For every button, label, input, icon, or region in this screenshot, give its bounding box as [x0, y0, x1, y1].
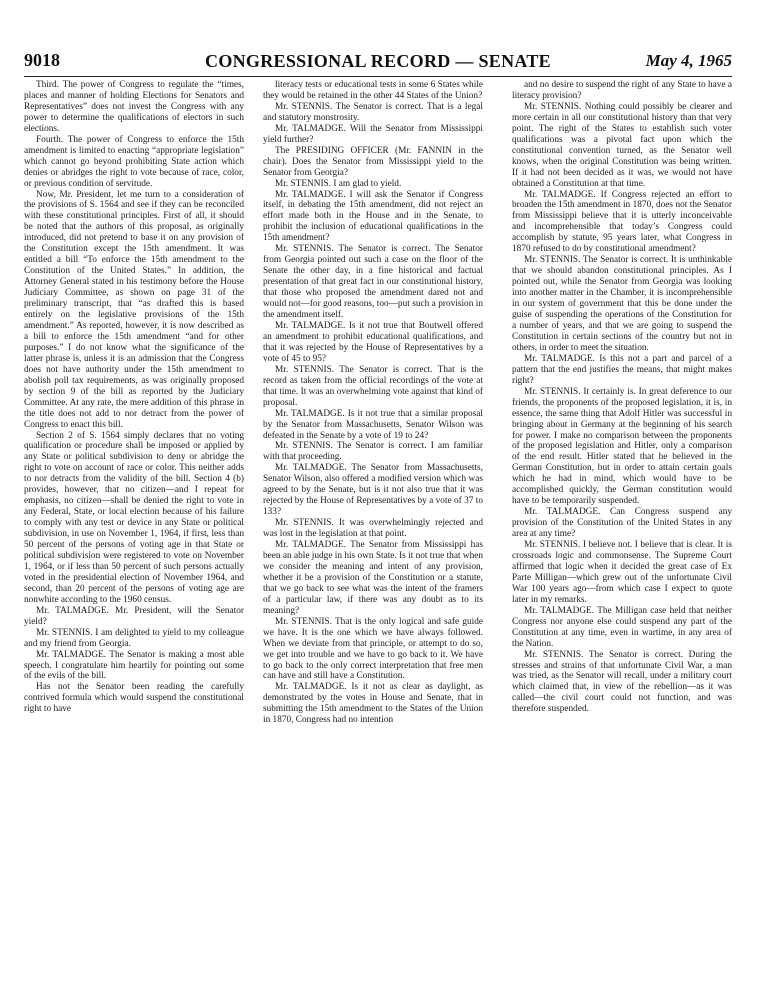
paragraph: Mr. TALMADGE. If Congress rejected an effort to broaden the 15th amendment in 1870, does not the Senator from Mississippi believe that it is utterly inconceivable and incomprehensible that today’s Congress could accomplish by statute, 95 years later, what Congress in 1870 refused to do by constitutional amendment? — [512, 189, 732, 255]
text-column-3 — [512, 80, 732, 715]
paragraph: literacy tests or educational tests in some 6 States while they would be retained in the other 44 States of the Union? — [263, 80, 483, 101]
paragraph: Has not the Senator been reading the carefully contrived formula which would suspend the constitutional right to have — [24, 682, 244, 715]
header-rule — [24, 76, 732, 77]
paragraph: Mr. TALMADGE. Mr. President, will the Senator yield? — [24, 605, 244, 627]
paragraph: Mr. TALMADGE. Is it not true that a similar proposal by the Senator from Massachusetts, Senator Wilson was defeated in the Senate by a vote of 19 to 24? — [263, 408, 483, 441]
paragraph: Mr. STENNIS. It certainly is. In great deference to our friends, the proponents of the proposed legislation, it is, in essence, the same thing that Adolf Hitler was successful in bringing about in Germany at the beginning of his search for power. I make no comparison between the proponents of the proposed legislation and Hitler, only a comparison of the end result. Hitler stated that he believed in the German Constitution, but in order to attain certain goals which he had in mind, which would have to be accomplished quickly, the German constitution would have to be temporarily suspended. — [512, 386, 732, 507]
paragraph: Mr. TALMADGE. I will ask the Senator if Congress itself, in debating the 15th amendment, did not reject an effort made both in the House and in the Senate, to prohibit the inclusion of educational qualifications in the 15th amendment? — [263, 189, 483, 244]
paragraph: Now, Mr. President, let me turn to a consideration of the provisions of S. 1564 and see if they can be reconciled with these constitutional principles. First of all, it should be noted that the authors of this proposal, as originally introduced, did not pretend to base it on any provision of the Constitution except the 15th amendment. It was entitled a bill “To enforce the 15th amendment to the Constitution of the United States.” In addition, the Attorney General stated in his testimony before the House Judiciary Committee, as shown on page 31 of the preliminary transcript, that “as drafted this is based entirely on the legislative provisions of the 15th amendment.” As reported, however, it is now described as a bill to enforce the 15th amendment “and for other purposes.” I do not know what the significance of the latter phrase is, unless it is an admission that the Congress does not have authority under the 15th amendment to abolish poll tax requirements, as was originally proposed by section 9 of the bill as reported by the Judiciary Committee. At any rate, the mere addition of this phrase in the title does not add to nor detract from the power of Congress to enact this bill. — [24, 189, 244, 430]
paragraph: Mr. STENNIS. The Senator is correct. It is unthinkable that we should abandon constitutional principles. As I pointed out, while the Senator from Georgia was looking into another matter in the Chamber, it is incomprehensible in our system of government that this be done under the guise of suspending the operations of the Constitution for a number of years, and that we are going to suspend the Constitution in certain sections of the country but not in others, in order to meet the situation. — [512, 255, 732, 353]
paragraph: Mr. TALMADGE. Can Congress suspend any provision of the Constitution of the United States in any area at any time? — [512, 507, 732, 540]
paragraph: Mr. TALMADGE. Is this not a part and parcel of a pattern that the end justifies the means, that might makes right? — [512, 353, 732, 386]
paragraph: Fourth. The power of Congress to enforce the 15th amendment is limited to enacting “appropriate legislation” which cannot go beyond prohibiting State action which denies or abridges the right to vote because of race, color, or previous condition of servitude. — [24, 134, 244, 189]
paragraph: Mr. TALMADGE. The Senator from Massachusetts, Senator Wilson, also offered a modified version which was agreed to by the Senate, but is it not also true that it was rejected by the House of Representatives by a vote of 37 to 133? — [263, 463, 483, 518]
paragraph: Mr. STENNIS. The Senator is correct. During the stresses and strains of that unfortunate Civil War, a man was tried, as the Senator will recall, under a military court which claimed that, in view of the rebellion—as it was called—the civil court could not function, and was therefore suspended. — [512, 649, 732, 715]
page-header — [24, 50, 732, 74]
paragraph: Mr. STENNIS. The Senator is correct. The Senator from Georgia pointed out such a case on the floor of the Senate the other day, in a fine historical and factual presentation of that great fact in our constitutional history, that those who proposed the amendment dared not and would not—for good reasons, too—put such a provision in the amendment itself. — [263, 244, 483, 321]
paragraph: Mr. TALMADGE. The Milligan case held that neither Congress nor anyone else could suspend any part of the Constitution at any time, even in wartime, in any area of the Nation. — [512, 605, 732, 649]
paragraph: Mr. STENNIS. I am delighted to yield to my colleague and my friend from Georgia. — [24, 627, 244, 649]
paragraph: The PRESIDING OFFICER (Mr. FANNIN in the chair). Does the Senator from Mississippi yield to the Senator from Georgia? — [263, 145, 483, 178]
text-column-2 — [263, 80, 483, 726]
paragraph: Mr. STENNIS. Nothing could possibly be clearer and more certain in all our constitutional history than that very point. The right of the States to establish such voter qualifications was a pivotal fact upon which the constitutional convention turned, as the Senator well knows, when the original Constitution was being written. If it had not been decided as it was, we would not have obtained a Constitution at that time. — [512, 101, 732, 189]
paragraph: Mr. TALMADGE. Will the Senator from Mississippi yield further? — [263, 123, 483, 145]
paragraph: Mr. STENNIS. The Senator is correct. I am familiar with that proceeding. — [263, 441, 483, 463]
paragraph: Mr. STENNIS. That is the only logical and safe guide we have. It is the one which we have always followed. When we deviate from that principle, or attempt to do so, we get into trouble and we have to go back to it. We have to go back to the only correct interpretation that free men can have and still have a Constitution. — [263, 616, 483, 682]
publication-title: CONGRESSIONAL RECORD — SENATE — [205, 51, 551, 71]
paragraph: Section 2 of S. 1564 simply declares that no voting qualification or procedure shall be imposed or applied by any State or political subdivision to deny or abridge the right to vote on account of race or color. This neither adds to nor detracts from the validity of the bill. Section 4 (b) provides, however, that no citizen—and I repeat for emphasis, no citizen—shall be denied the right to vote in any Federal, State, or local election because of his failure to comply with any test or device in any State or political subdivision, in use on November 1, 1964, if first, less than 50 percent of the persons of voting age in that State or political subdivision were registered to vote on November 1, 1964, or if less than 50 percent of such persons actually voted in the presidential election of November 1964, and second, than 20 percent of the persons of voting age are nonwhite according to the 1960 census. — [24, 430, 244, 605]
paragraph: Mr. STENNIS. I am glad to yield. — [275, 178, 402, 189]
paragraph: Third. The power of Congress to regulate the “times, places and manner of holding Elections for Senators and Representatives” does not invest the Congress with any power to determine the qualifications of electors in such elections. — [24, 80, 244, 134]
text-column-1 — [24, 80, 244, 715]
paragraph: Mr. STENNIS. I believe not. I believe that is clear. It is crossroads logic and commonsense. The Supreme Court affirmed that logic when it decided the great case of Ex Parte Milligan—which grew out of the unfortunate Civil War 100 years ago—from which case I expect to quote later in my remarks. — [512, 540, 732, 605]
paragraph: Mr. STENNIS. The Senator is correct. That is the record as taken from the official recordings of the vote at that time. It was an overwhelming vote against that kind of proposal. — [263, 364, 483, 408]
paragraph: Mr. TALMADGE. The Senator from Mississippi has been an able judge in his own State. Is it not true that when we consider the meaning and intent of any provision, whether it be a provision of the Constitution or a statute, that we go back to see what was the intent of the framers of a particular law, if there was any doubt as to its meaning? — [263, 540, 483, 616]
paragraph: Mr. TALMADGE. The Senator is making a most able speech. I congratulate him heartily for pointing out some of the evils of the bill. — [24, 649, 244, 682]
paragraph: and no desire to suspend the right of any State to have a literacy provision? — [512, 80, 732, 101]
paragraph: Mr. STENNIS. The Senator is correct. That is a legal and statutory monstrosity. — [263, 101, 483, 123]
publication-date: May 4, 1965 — [645, 51, 732, 70]
paragraph: Mr. STENNIS. It was overwhelmingly rejected and was lost in the legislation at that point. — [263, 518, 483, 540]
paragraph: Mr. TALMADGE. Is it not as clear as daylight, as demonstrated by the votes in House and Senate, that in submitting the 15th amendment to the States of the Union in 1870, Congress had no intention — [263, 682, 483, 726]
paragraph: Mr. TALMADGE. Is it not true that Boutwell offered an amendment to prohibit educational qualifications, and that it was rejected by the House of Representatives by a vote of 45 to 95? — [263, 320, 483, 364]
page-number: 9018 — [24, 50, 60, 70]
